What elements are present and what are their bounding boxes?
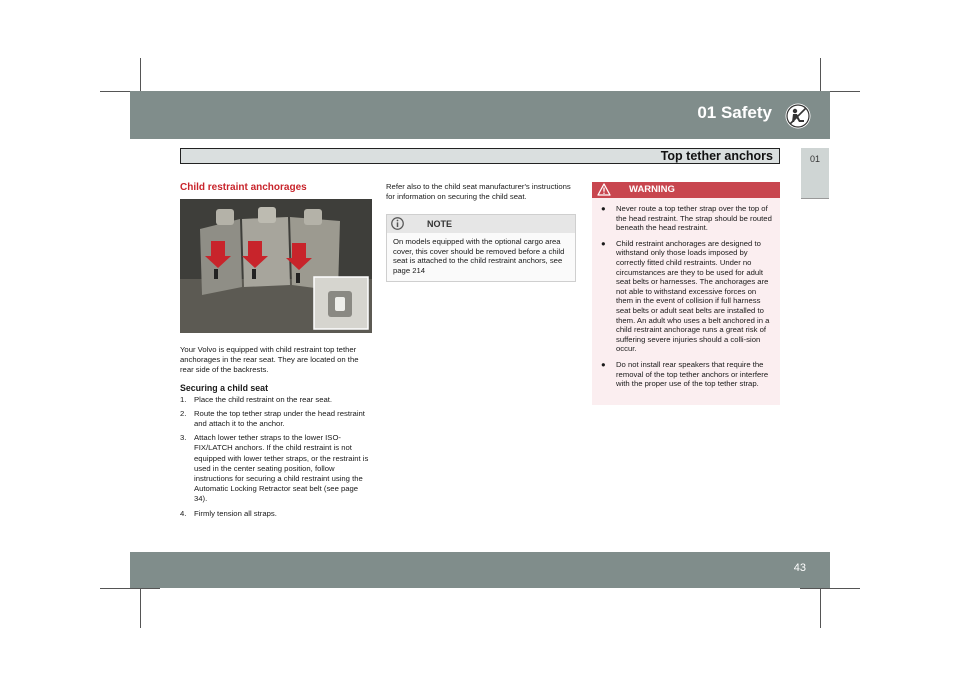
header-band <box>130 91 830 139</box>
list-item <box>180 509 372 519</box>
steps-list <box>180 395 372 519</box>
note-box <box>386 214 576 282</box>
list-item <box>598 239 774 354</box>
bullet-icon: ● <box>601 238 606 248</box>
crop-mark <box>800 588 860 589</box>
list-item <box>598 204 774 233</box>
step-number: 4. <box>180 508 187 518</box>
step-number: 3. <box>180 433 187 443</box>
warning-header <box>592 182 780 198</box>
tab-divider <box>801 198 829 199</box>
column-2 <box>386 182 576 282</box>
warning-title: WARNING <box>629 184 675 195</box>
note-title: NOTE <box>427 219 453 230</box>
chapter-tab <box>801 148 829 198</box>
anchor-point <box>252 269 256 279</box>
warning-text: Never route a top tether strap over the top of the head restraint. The strap should be routed beneath the head restraint. <box>616 204 772 233</box>
safety-airbag-icon <box>785 103 811 129</box>
section-heading: Child restraint anchorages <box>180 182 307 193</box>
step-text: Attach lower tether straps to the lower ISO-FIX/LATCH anchors. If the child restraint is not equipped with lower tether straps, or the restraint is used in the center seating position, follow instructions for securing a child restraint using the Automatic Locking Retractor seat belt (see page 34). <box>194 433 369 504</box>
section-title-bar <box>180 148 780 164</box>
chapter-title: 01 Safety <box>697 103 772 122</box>
head-restraint <box>258 207 276 223</box>
head-restraint <box>216 209 234 225</box>
footer-band <box>130 552 830 588</box>
note-header <box>387 215 575 233</box>
column-3 <box>592 182 780 405</box>
step-text: Firmly tension all straps. <box>194 508 277 518</box>
bullet-icon: ● <box>601 359 606 369</box>
subheading: Securing a child seat <box>180 382 268 393</box>
list-item <box>180 409 372 429</box>
list-item <box>598 360 774 389</box>
step-number: 1. <box>180 394 187 404</box>
step-text: Place the child restraint on the rear seat. <box>194 394 333 404</box>
step-text: Route the top tether strap under the head restraint and attach it to the anchor. <box>194 408 365 429</box>
bullet-icon: ● <box>601 204 606 213</box>
info-icon <box>391 217 404 230</box>
anchor-point <box>214 269 218 279</box>
column-1 <box>180 182 372 523</box>
rear-seat-anchorages-photo <box>180 199 372 333</box>
list-item <box>180 395 372 405</box>
intro-paragraph: Your Volvo is equipped with child restraint top tether anchorages in the rear seat. They are located on the rear side of the backrests. <box>180 345 359 375</box>
note-body: On models equipped with the optional cargo area cover, this cover should be removed before a child seat is attached to the child restraint anchors, see page 214 <box>393 237 565 275</box>
chapter-tab-label: 01 <box>809 154 820 164</box>
page-number: 43 <box>793 562 806 574</box>
warning-triangle-icon <box>597 183 611 196</box>
step-number: 2. <box>180 408 187 418</box>
reference-paragraph: Refer also to the child seat manufacturer's instructions for information on securing the child seat. <box>386 182 571 202</box>
head-restraint <box>304 209 322 225</box>
warning-box <box>592 182 780 405</box>
crop-mark <box>100 588 160 589</box>
anchor-point <box>296 273 300 283</box>
list-item <box>180 433 372 504</box>
warning-list <box>592 198 780 405</box>
section-title: Top tether anchors <box>660 149 773 163</box>
warning-text: Do not install rear speakers that require the removal of the top tether anchors or interfere with the proper use of the top tether strap. <box>616 359 769 389</box>
warning-text: Child restraint anchorages are designed to withstand only those loads imposed by correctly fitted child restraints. Under no circumstances are they to be used for adult seat belts or harnesses. The anchorages are not able to withstand excessive forces on them in the event of collision if full harness seat belts or adult seat belts are installed to them. An adult who uses a belt anchored in a child restraint anchorage runs a great risk of suffering severe injuries should a colli-sion occur. <box>616 238 770 354</box>
